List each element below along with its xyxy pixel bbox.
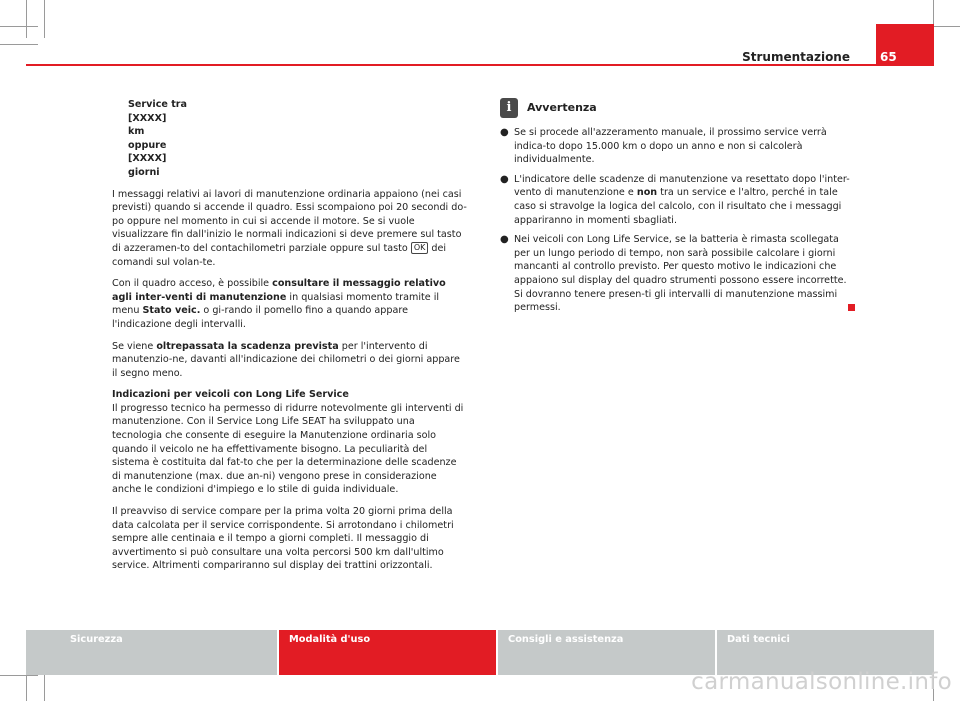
crop-mark xyxy=(0,44,38,45)
text: o gi-rando il pomello fino a quando appare l'indicazione degli intervalli. xyxy=(112,305,408,330)
bold-text: oltrepassata la scadenza prevista xyxy=(156,340,339,352)
page-number: 65 xyxy=(880,50,897,64)
menu-name: Stato veic. xyxy=(142,305,201,317)
chapter-tab-consigli[interactable]: Consigli e assistenza xyxy=(498,630,717,675)
text: I messaggi relativi ai lavori di manutenzione ordinaria appaiono (nei casi previsti) quando si accende il quadro. Essi scompaiono poi 20 secondi do-po oppure nel momento in cui si accende il motore. Se si vuole visualizzare fin dall'inizio le normali indicazioni si deve premere sul tasto di azzeramen-to del contachilometri parziale oppure sul tasto xyxy=(112,188,467,254)
spec-line: [XXXX] xyxy=(128,112,167,124)
text: Se si procede all'azzeramento manuale, il prossimo service verrà indica-to dopo 15.000 km o dopo un anno e non si calcolerà individualmente. xyxy=(514,127,827,166)
bullet-icon: ● xyxy=(500,234,509,246)
text: L'indicatore delle scadenze di manutenzione va resettato dopo l'inter-vento di manutenzione e xyxy=(514,173,850,199)
crop-mark xyxy=(0,675,38,676)
display-message-spec xyxy=(112,98,467,180)
watermark: carmanualsonline.info xyxy=(691,669,952,695)
paragraph xyxy=(112,188,467,270)
left-column xyxy=(112,98,467,581)
crop-mark xyxy=(0,26,38,27)
spec-line: [XXXX] xyxy=(128,153,167,165)
list-item xyxy=(500,233,855,315)
spec-line: giorni xyxy=(128,166,160,178)
text: per l'intervento di manutenzio-ne, davanti all'indicazione dei chilometri o dei giorni appare il segno meno. xyxy=(112,340,460,379)
spec-line: Service tra xyxy=(128,99,188,110)
info-icon-glyph: i xyxy=(506,100,512,116)
spec-line: km xyxy=(128,126,145,138)
info-icon xyxy=(500,98,518,118)
bullet-icon: ● xyxy=(500,127,509,138)
paragraph xyxy=(112,277,467,331)
paragraph xyxy=(112,340,467,381)
text xyxy=(514,173,855,227)
right-column xyxy=(500,98,855,321)
bold-text: non xyxy=(636,187,658,199)
text: tra un service e l'altro, perché in tale caso si stravolge la logica del calcolo, con il risultato che i messaggi appariranno in momenti sbagliati. xyxy=(514,187,842,226)
crop-mark xyxy=(26,0,27,38)
spec-line: oppure xyxy=(128,139,167,151)
note-title: Avvertenza xyxy=(527,101,597,115)
text xyxy=(514,233,855,315)
paragraph: Il preavviso di service compare per la prima volta 20 giorni prima della data calcolata per il service corrispondente. Si arrotondano i chilometri sempre alle centinaia e il tempo a giorni completi. Il messaggio di avvertimento si può consultare una volta percorsi 500 km dall'ultimo service. Altrimenti compariranno sul display dei trattini orizzontali. xyxy=(112,506,454,572)
note-header xyxy=(500,98,855,118)
header-rule xyxy=(26,64,934,66)
section-title: Strumentazione xyxy=(742,50,850,64)
crop-mark xyxy=(44,0,45,38)
text: Con il quadro acceso, è possibile xyxy=(112,278,270,290)
text: in qualsiasi momento tramite il menu xyxy=(112,291,440,317)
text: dei comandi sul volan-te. xyxy=(112,242,447,268)
bold-text: consultare il messaggio relativo agli inter-venti di manutenzione xyxy=(112,278,446,303)
paragraph: Il progresso tecnico ha permesso di ridurre notevolmente gli interventi di manutenzione. Con il Service Long Life SEAT ha sviluppato una tecnologia che consente di eseguire la Manutenzione ordinaria solo quando il veicolo ne ha effettivamente bisogno. La peculiarità del sistema è costituita dal fat-to che per la determinazione delle scadenze di manutenzione (max. due an-ni) vengono prese in considerazione anche le condizioni d'impiego e lo stile di guida individuale. xyxy=(112,402,464,496)
subheading: Indicazioni per veicoli con Long Life Service xyxy=(112,389,349,401)
text: Nei veicoli con Long Life Service, se la batteria è rimasta scollegata per un lungo periodo di tempo, non sarà possibile calcolare i giorni mancanti al controllo previsto. Per questo motivo le indicazioni che appaiono sul display del quadro strumenti possono essere incorrette. Si dovranno tenere presen-ti gli intervalli di manutenzione massimi permessi. xyxy=(514,234,847,314)
chapter-tab-modalita-uso[interactable]: Modalità d'uso xyxy=(279,630,498,675)
list-item xyxy=(500,126,855,167)
chapter-tab-dati-tecnici[interactable]: Dati tecnici xyxy=(727,634,790,645)
chapter-tab-sicurezza[interactable]: Sicurezza xyxy=(26,630,279,675)
bullet-icon: ● xyxy=(500,173,509,185)
section-end-marker xyxy=(848,304,855,311)
ok-key-symbol: OK xyxy=(411,242,429,254)
text: Se viene xyxy=(112,340,154,352)
list-item xyxy=(500,173,855,227)
